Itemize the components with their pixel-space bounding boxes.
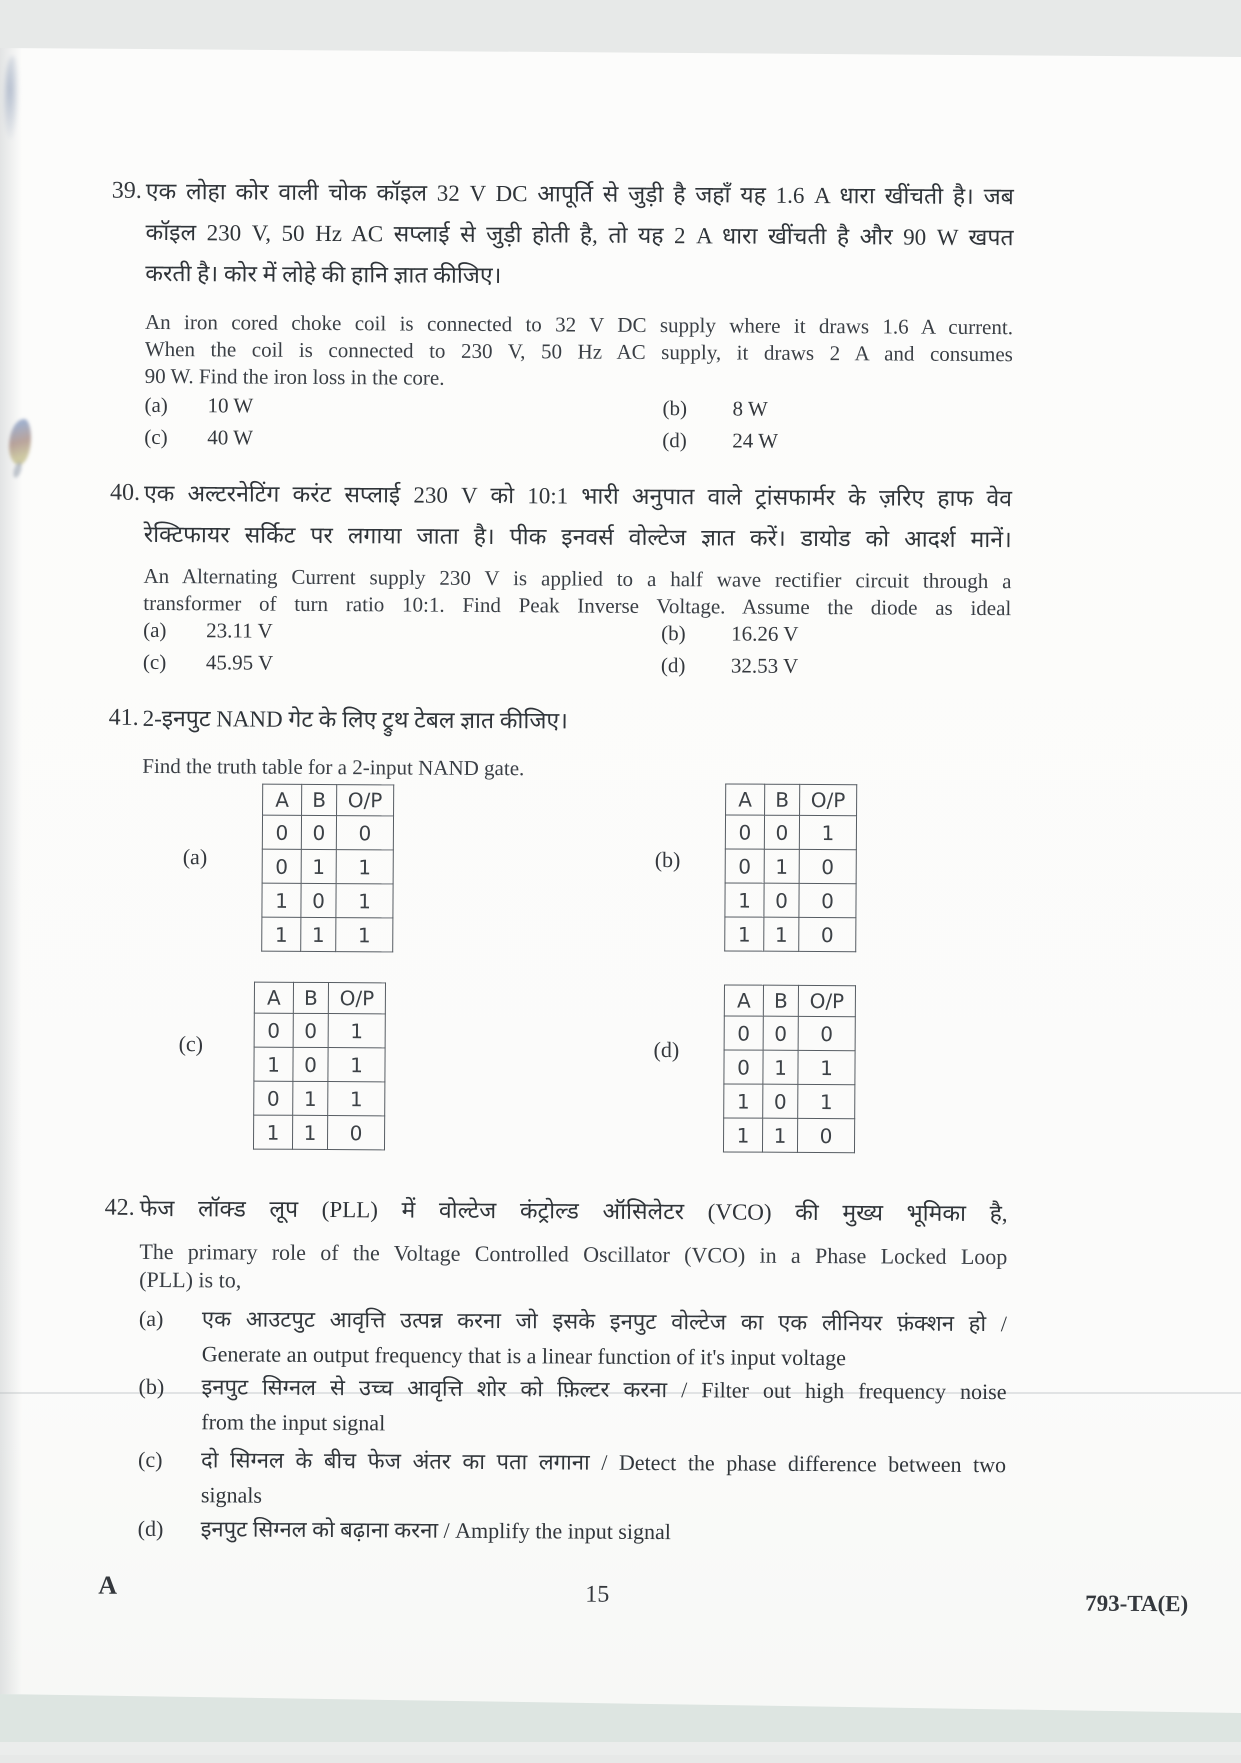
truth-table-row <box>262 815 393 850</box>
question-number: 39. <box>111 177 142 204</box>
option-label: (d) <box>137 1515 164 1542</box>
truth-table-cell: 1 <box>253 1115 292 1149</box>
truth-table-row <box>262 849 393 884</box>
truth-table-cell: 1 <box>725 883 764 917</box>
question-41-english <box>142 753 1010 785</box>
option-text-line: इनपुट सिग्नल को बढ़ाना करना / Amplify the input signal <box>200 1516 671 1545</box>
truth-table-cell: 0 <box>254 1013 293 1047</box>
truth-table-row <box>724 1050 855 1085</box>
question-text-line: transformer of turn ratio 10:1. Find Peak Inverse Voltage. Assume the diode as ideal <box>143 590 1012 621</box>
truth-table-row <box>725 849 856 884</box>
truth-table-c <box>253 982 386 1151</box>
option-row <box>143 618 1011 655</box>
truth-table-header: A <box>254 982 293 1013</box>
truth-table-row <box>253 1115 384 1150</box>
truth-table-header: O/P <box>337 785 394 816</box>
truth-table-cell: 1 <box>254 1047 293 1081</box>
truth-table-header: O/P <box>800 784 857 815</box>
footer-paper-code: 793-TA(E) <box>1085 1590 1189 1617</box>
option-row <box>144 393 1012 430</box>
truth-table-row <box>723 1118 854 1153</box>
question-40-hindi <box>144 473 1012 560</box>
truth-table-row <box>254 1013 385 1048</box>
question-41-hindi <box>142 698 1010 744</box>
truth-table-cell: 1 <box>763 1050 798 1084</box>
question-39-english <box>145 309 1013 395</box>
truth-table-header: A <box>724 985 763 1016</box>
truth-table-row <box>725 815 856 850</box>
option-42b <box>201 1369 1006 1444</box>
option-42d <box>201 1511 1006 1551</box>
truth-table-cell: 0 <box>254 1081 293 1115</box>
truth-table-cell: 1 <box>262 917 301 951</box>
truth-table-header: B <box>302 784 337 815</box>
option-label: (c) <box>138 1446 163 1473</box>
truth-table-cell: 0 <box>725 849 764 883</box>
truth-table-cell: 1 <box>764 849 799 883</box>
truth-table-cell: 1 <box>293 1081 328 1115</box>
truth-table-cell: 1 <box>301 917 336 951</box>
option-42a <box>202 1301 1007 1376</box>
option-label: (a) <box>144 392 168 418</box>
question-number: 41. <box>108 704 139 731</box>
option-value: 40 W <box>207 425 254 450</box>
truth-table-row <box>724 1084 855 1119</box>
option-label: (b) <box>662 396 688 421</box>
truth-table-cell: 1 <box>292 1115 327 1149</box>
page-number: 15 <box>585 1581 610 1608</box>
truth-table-cell: 1 <box>328 1014 385 1048</box>
option-label: (d) <box>660 653 686 678</box>
question-number: 42. <box>104 1194 135 1221</box>
option-text-line: from the input signal <box>201 1409 386 1436</box>
question-text-line: 90 W. Find the iron loss in the core. <box>144 363 445 390</box>
truth-table-cell: 1 <box>723 1118 762 1152</box>
question-text-line: रेक्टिफायर सर्किट पर लगाया जाता है। पीक इनवर्स वोल्टेज ज्ञात करें। डायोड को आदर्श मानें। <box>143 521 1012 553</box>
truth-table-header: B <box>293 982 328 1013</box>
truth-table-label-d: (d) <box>653 1037 680 1063</box>
truth-table-cell: 0 <box>262 815 301 849</box>
truth-table-cell: 0 <box>799 883 856 917</box>
truth-table-cell: 0 <box>764 815 799 849</box>
question-39-options <box>144 393 1012 462</box>
question-40-english <box>143 563 1011 622</box>
truth-table-header: A <box>263 784 302 815</box>
truth-table-cell: 0 <box>293 1013 328 1047</box>
truth-table-cell: 0 <box>799 917 856 951</box>
option-row <box>144 425 1012 462</box>
truth-table-header-row <box>263 784 394 816</box>
option-42c <box>201 1442 1006 1517</box>
question-42-english <box>139 1238 1007 1299</box>
option-value: 23.11 V <box>206 618 273 643</box>
truth-table-cell: 0 <box>301 883 336 917</box>
option-label: (d) <box>662 428 687 453</box>
truth-table-header-row <box>254 982 385 1014</box>
option-label: (b) <box>661 621 686 646</box>
truth-table-cell: 1 <box>328 1048 385 1082</box>
truth-table-cell: 1 <box>799 815 856 849</box>
option-text-line: signals <box>200 1482 263 1508</box>
truth-table-cell: 0 <box>798 1016 855 1050</box>
question-text-line: An iron cored choke coil is connected to 32 V DC supply where it draws 1.6 A current. <box>144 309 1014 340</box>
truth-table-cell: 0 <box>797 1118 854 1152</box>
truth-table-label-c: (c) <box>178 1031 204 1057</box>
option-label: (c) <box>142 649 167 675</box>
question-text-line: फेज लॉक्ड लूप (PLL) में वोल्टेज कंट्रोल्ड ऑसिलेटर (VCO) की मुख्य भूमिका है, <box>139 1195 1008 1227</box>
truth-table-cell: 1 <box>301 849 336 883</box>
question-text-line: कॉइल 230 V, 50 Hz AC सप्लाई से जुड़ी होती है, तो यह 2 A धारा खींचती है और 90 W खपत <box>145 219 1014 251</box>
truth-table-cell: 0 <box>724 1016 763 1050</box>
truth-table-d <box>723 984 856 1153</box>
question-39-hindi <box>145 171 1014 299</box>
truth-table-cell: 0 <box>799 849 856 883</box>
truth-table-cell: 0 <box>764 883 799 917</box>
question-text-line: When the coil is connected to 230 V, 50 Hz AC supply, it draws 2 A and consumes <box>144 336 1013 367</box>
truth-table-cell: 1 <box>725 917 764 951</box>
truth-table-cell: 1 <box>798 1084 855 1118</box>
truth-table-cell: 0 <box>725 815 764 849</box>
truth-table-row <box>262 883 393 918</box>
option-text-line: Generate an output frequency that is a linear function of it's input voltage <box>201 1341 847 1371</box>
option-text-line: इनपुट सिग्नल से उच्च आवृत्ति शोर को फ़िल्टर करना / Filter out high frequency noise <box>201 1374 1007 1405</box>
truth-table-header: O/P <box>328 983 385 1014</box>
truth-table-row <box>725 917 856 952</box>
option-label: (a) <box>143 617 167 643</box>
truth-table-cell: 0 <box>763 1084 798 1118</box>
option-label: (c) <box>144 424 168 450</box>
question-42-hindi <box>139 1188 1007 1234</box>
option-value: 45.95 V <box>205 650 274 675</box>
truth-table-header: B <box>765 784 800 815</box>
truth-table-cell: 0 <box>763 1016 798 1050</box>
option-value: 8 W <box>732 396 768 421</box>
truth-table-cell: 0 <box>724 1050 763 1084</box>
truth-table-cell: 1 <box>262 883 301 917</box>
truth-table-cell: 1 <box>764 917 799 951</box>
question-number: 40. <box>109 479 141 506</box>
truth-table-cell: 1 <box>762 1118 797 1152</box>
option-value: 32.53 V <box>730 653 799 678</box>
question-text-line: एक अल्टरनेटिंग करंट सप्लाई 230 V को 10:1 भारी अनुपात वाले ट्रांसफार्मर के ज़रिए हाफ वेव <box>143 480 1013 512</box>
truth-table-cell: 1 <box>328 1082 385 1116</box>
truth-table-header: B <box>763 985 798 1016</box>
truth-table-cell: 0 <box>262 849 301 883</box>
option-text-line: दो सिग्नल के बीच फेज अंतर का पता लगाना / Detect the phase difference between two <box>201 1447 1007 1478</box>
option-label: (b) <box>138 1373 165 1400</box>
option-value: 24 W <box>732 428 779 453</box>
truth-table-cell: 0 <box>301 815 336 849</box>
option-label: (a) <box>138 1305 164 1332</box>
truth-table-cell: 0 <box>293 1047 328 1081</box>
truth-table-label-b: (b) <box>654 847 681 873</box>
truth-table-cell: 1 <box>798 1050 855 1084</box>
truth-table-cell: 1 <box>336 884 393 918</box>
question-text-line: 2-इनपुट NAND गेट के लिए ट्रुथ टेबल ज्ञात कीजिए। <box>142 705 568 734</box>
footer-set-code: A <box>98 1570 118 1600</box>
truth-table-header: A <box>726 784 765 815</box>
question-text-line: करती है। कोर में लोहे की हानि ज्ञात कीजिए। <box>145 260 502 289</box>
question-text-line: Find the truth table for a 2-input NAND gate. <box>142 753 525 781</box>
truth-table-a <box>261 784 394 953</box>
option-row <box>143 650 1011 687</box>
truth-table-cell: 1 <box>336 918 393 952</box>
truth-table-cell: 1 <box>724 1084 763 1118</box>
question-40-options <box>143 618 1011 687</box>
question-text-line: एक लोहा कोर वाली चोक कॉइल 32 V DC आपूर्ति से जुड़ी है जहाँ यह 1.6 A धारा खींचती है। जब <box>145 178 1014 210</box>
truth-table-header-row <box>726 784 857 816</box>
option-value: 16.26 V <box>731 621 799 646</box>
truth-table-label-a: (a) <box>182 844 208 870</box>
truth-table-cell: 1 <box>336 850 393 884</box>
truth-table-header-row <box>724 985 855 1017</box>
truth-table-row <box>254 1047 385 1082</box>
truth-table-b <box>724 783 857 952</box>
truth-table-row <box>725 883 856 918</box>
truth-table-row <box>262 917 393 952</box>
question-text-line: (PLL) is to, <box>139 1266 242 1293</box>
truth-table-row <box>724 1016 855 1051</box>
question-text-line: The primary role of the Voltage Controlled Oscillator (VCO) in a Phase Locked Loop <box>139 1238 1008 1270</box>
truth-table-header: O/P <box>798 985 855 1016</box>
option-text-line: एक आउटपुट आवृत्ति उत्पन्न करना जो इसके इनपुट वोल्टेज का एक लीनियर फ़ंक्शन हो / <box>201 1306 1008 1337</box>
option-value: 10 W <box>207 393 254 418</box>
question-text-line: An Alternating Current supply 230 V is applied to a half wave rectifier circuit through a <box>143 563 1012 594</box>
truth-table-cell: 0 <box>327 1116 384 1150</box>
truth-table-cell: 0 <box>336 816 393 850</box>
truth-table-row <box>254 1081 385 1116</box>
